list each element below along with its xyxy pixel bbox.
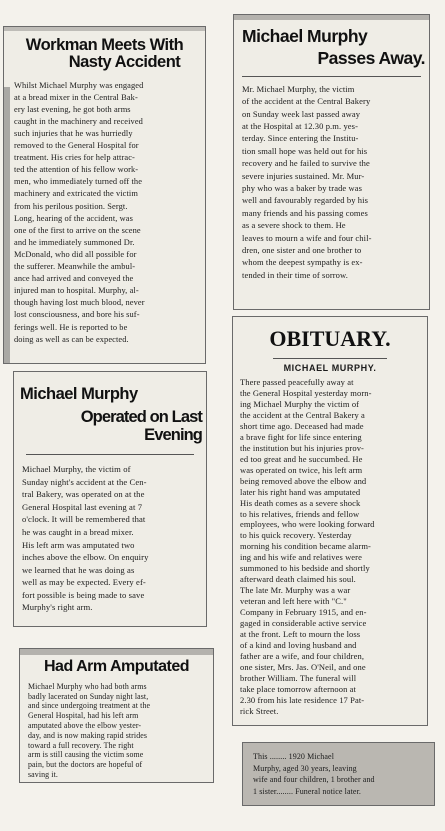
headline-line-2: Operated on Last Evening <box>80 408 202 444</box>
clipping-had-arm-amputated <box>19 648 214 783</box>
clipping-obituary <box>232 316 428 726</box>
clipping-passes-away <box>233 14 430 310</box>
headline-line-1: Workman Meets With <box>25 36 184 54</box>
headline-line-2: Passes Away. <box>317 48 425 69</box>
divider <box>273 358 387 359</box>
clipping-operated-on <box>13 371 207 627</box>
headline <box>4 37 205 72</box>
headline: Had Arm Amputated <box>44 658 189 675</box>
divider <box>242 76 421 77</box>
article-body: There passed peacefully away at the General Hospital yesterday morn- ing Michael Murphy the victim of the accident at the Central Bakery a short time ago. Deceased had made a brave fight for life since entering the institution but his injuries prov- ed too great and he succumbed. He was operated on twice, his left arm being removed above the elbow and later his right hand was amputated His death comes as a severe shock to his relatives, friends and fellow employees, who were looking forward to his quick recovery. Yesterday morning his condition became alarm- ing and his wife and relatives were summoned to his bedside and shortly afterward death claimed his soul. The late Mr. Murphy was a war veteran and left here with "C." Company in February 1915, and en- gaged in considerable active service at the front. Left to mourn the loss of a kind and loving husband and father are a wife, and four children, one sister, Mrs. Jas. O'Neil, and one brother William. The funeral will take place tomorrow afternoon at 2.30 from his late residence 17 Pat- rick Street. <box>240 377 375 716</box>
headline: OBITUARY. <box>269 326 391 351</box>
headline <box>20 386 202 444</box>
clipping-workman-accident <box>3 26 206 364</box>
headline-line-2: Nasty Accident <box>68 53 181 72</box>
headline <box>242 27 425 68</box>
headline-line-1: Michael Murphy <box>242 26 368 46</box>
article-body: Whilst Michael Murphy was engaged at a bread mixer in the Central Bak- ery last evening, he got both arms caught in the machinery and received such injuries that he was hurriedly removed to the General Hospital for treatment. His cries for help attrac- ted the attention of his fellow work- men, who immediately turned off the machinery and extricated the victim from his perilous position. Sergt. Long, hearing of the accident, was one of the first to arrive on the scene and he immediately summoned Dr. McDonald, who did all possible for the sufferer. Meanwhile the ambul- ance had arrived and conveyed the injured man to hospital. Murphy, al- though having lost much blood, never lost consciousness, and bore his suf- ferings well. He is reported to be doing as well as can be expected. <box>14 80 145 344</box>
notice-body: This ........ 1920 Michael Murphy, aged 30 years, leaving wife and four children, 1 brother and 1 sister........ Funeral notice later. <box>253 752 375 796</box>
article-body: Michael Murphy, the victim of Sunday night's accident at the Cen- tral Bakery, was operated on at the General Hospital last evening at 7 o'clock. It will be remembered that he was caught in a bread mixer. His left arm was amputated two inches above the elbow. On enquiry we learned that he was doing as well as may be expected. Every ef- fort possible is being made to save Murphy's right arm. <box>22 463 149 613</box>
subheading: MICHAEL MURPHY. <box>283 363 377 374</box>
article-body: Mr. Michael Murphy, the victim of the accident at the Central Bakery on Sunday week last passed away at the Hospital at 12.30 p.m. yes- terday. Since entering the Institu- tion small hope was held out for his recovery and he failed to survive the severe injuries sustained. Mr. Mur- phy who was a baker by trade was well and favourably regarded by his many friends and his passing comes as a severe shock to them. He leaves to mourn a wife and four chil- dren, one sister and one brother to whom the deepest sympathy is ex- tended in their time of sorrow. <box>242 83 372 280</box>
headline-line-1: Michael Murphy <box>20 385 138 403</box>
clipping-death-notice <box>242 742 435 806</box>
article-body: Michael Murphy who had both arms badly lacerated on Sunday night last, and since undergoing treatment at the General Hospital, had his left arm amputated above the elbow yester- day, and is now making rapid strides toward a full recovery. The right arm is still causing the victim some pain, but the doctors are hopeful of saving it. <box>28 681 151 779</box>
divider <box>26 454 194 455</box>
